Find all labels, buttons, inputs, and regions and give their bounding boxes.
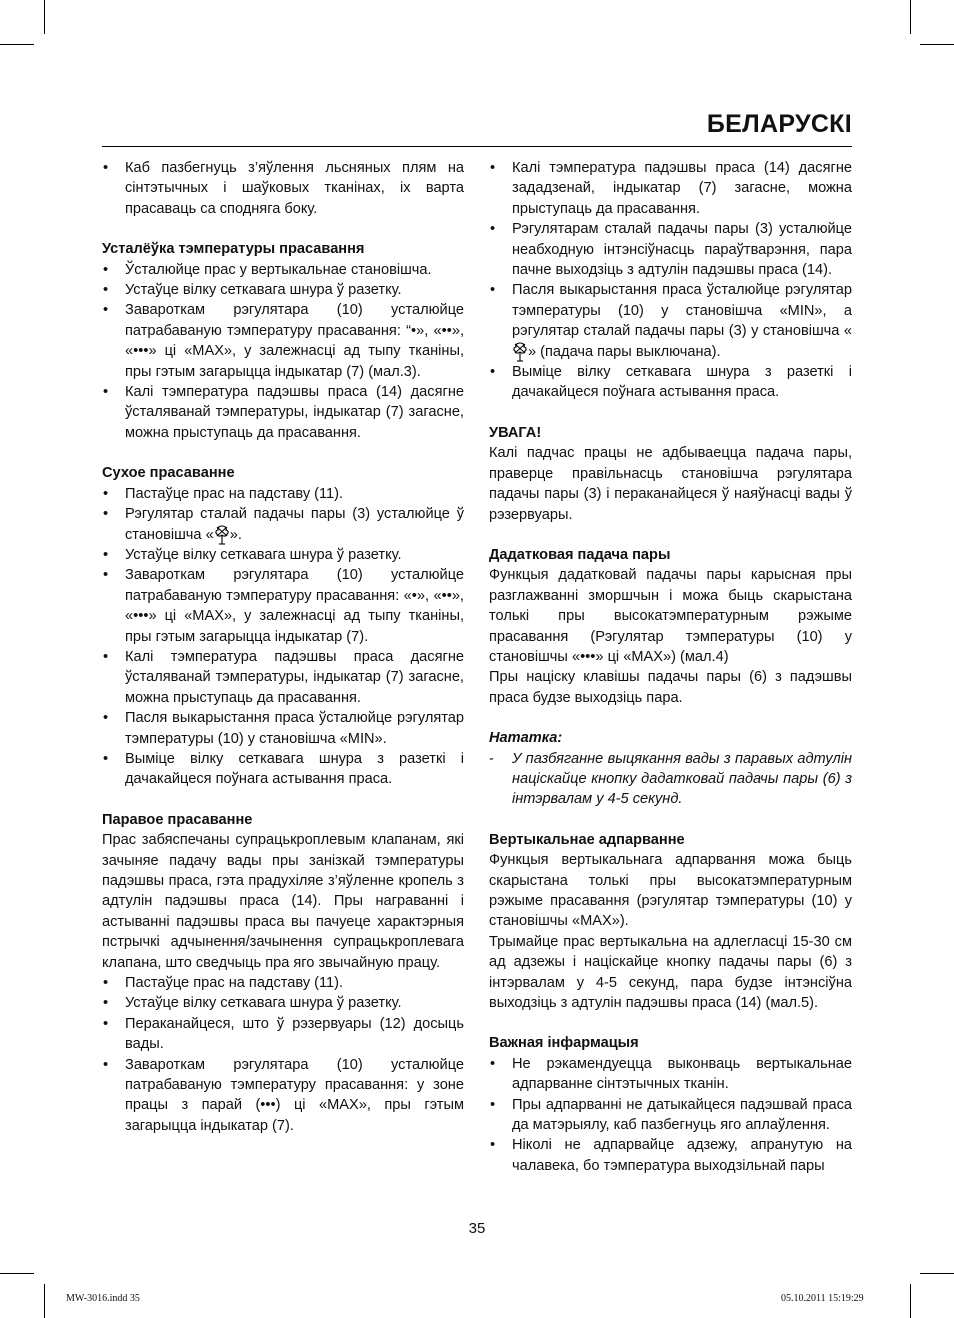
vertical-steam-paragraph: Функцыя вертыкальнага адпарвання можа быць скарыстана толькі пры высокатэмпературным рэжыме прасавання (рэгулятар тэмпературы (10) у становішчы «MAX»).: [489, 852, 852, 930]
note-item: - У пазбяганне выцякання вады з паравых адтулін націскайце кнопку дадатковай падачы пары (6) з інтэрвалам у 4-5 секунд.: [489, 749, 852, 810]
dry-ironing-list: [102, 484, 464, 790]
crop-mark: [910, 0, 911, 34]
section-heading-note: Нататка:: [489, 730, 563, 747]
intro-list: [102, 158, 464, 219]
list-item: • Каб пазбегнуць з’яўлення льсняных плям на сінтэтычных і шаўковых тканінах, іх варта прасаваць са сподняга боку.: [102, 158, 464, 219]
crop-mark: [920, 1273, 954, 1274]
crop-mark: [910, 1284, 911, 1318]
section-heading-extra-steam: Дадатковая падача пары: [489, 546, 671, 563]
list-item: • Завароткам рэгулятара (10) усталюйце патрабаваную тэмпературу прасавання: “•», «••», «•••» ці «MAX», у залежнасці ад тыпу тканіны, пры гэтым загарыцца індыкатар (7) (мал.3).: [102, 300, 464, 382]
steam-ironing-list: [102, 973, 464, 1136]
list-item-text: Пасля выкарыстання праса ўсталюйце рэгулятар тэмпературы (10) у становішча «MIN», а рэгулятар сталай падачы пары (3) у становішча «: [512, 282, 852, 340]
steam-ironing-paragraph: Прас забяспечаны супрацькроплевым клапанам, які зачыняе падачу вады пры занізкай тэмпературы падэшвы праса, гэта прадухіляе з’яўленне кропель з адтулін падэшвы праса (14). Пры награванні і астыванні падэшвы праса вы пачуеце характэрныя пстрычкі адчынення/зачынення супрацькроплевага клапана, што сведчыць пра яго звычайную працу.: [102, 832, 464, 971]
list-item: [102, 504, 464, 545]
steam-continued-list: [489, 158, 852, 403]
list-item: • Устаўце вілку сеткавага шнура ў разетку.: [102, 280, 464, 300]
right-column: [489, 158, 852, 1176]
list-item-text-end: » (падача пары выключана).: [528, 343, 721, 360]
crop-mark: [44, 1284, 45, 1318]
list-item: • Выміце вілку сеткавага шнура з разеткі і дачакайцеся поўнага астывання праса.: [489, 362, 852, 403]
steam-off-icon: [512, 343, 528, 359]
list-item: • Пасля выкарыстання праса ўсталюйце рэгулятар тэмпературы (10) у становішча «MIN».: [102, 708, 464, 749]
list-item: • Калі тэмпература падэшвы праса дасягне ўсталяванай тэмпературы, індыкатар (7) загасне, можна прыступаць да прасавання.: [102, 647, 464, 708]
warning-paragraph: Калі падчас працы не адбываецца падача пары, праверце правільнасць становішча рэгулятара падачы пары (3) і пераканайцеся ў наяўнасці вады ў рэзервуары.: [489, 445, 852, 523]
page-number: 35: [468, 1220, 486, 1237]
list-item: • Пастаўце прас на падставу (11).: [102, 484, 464, 504]
list-item-text-end: ».: [229, 526, 242, 543]
list-item: • Завароткам рэгулятара (10) усталюйце патрабаваную тэмпературу прасавання: «•», «••», «•••» ці «MAX», у залежнасці ад тыпу тканіны, пры гэтым загарыцца індыкатар (7).: [102, 565, 464, 647]
page-title: БЕЛАРУСКІ: [706, 110, 852, 138]
list-item: • Завароткам рэгулятара (10) усталюйце патрабаваную тэмпературу прасавання: у зоне працы з парай (•••) ці «MAX», пры гэтым загарыцца індыкатар (7).: [102, 1055, 464, 1137]
list-item: • Устаўце вілку сеткавага шнура ў разетку.: [102, 993, 464, 1013]
crop-mark: [0, 44, 34, 45]
left-column: [102, 158, 464, 1136]
crop-mark: [44, 0, 45, 34]
steam-off-icon: [214, 526, 230, 542]
footer-timestamp: 05.10.2011 15:19:29: [781, 1293, 864, 1304]
list-item: • Рэгулятарам сталай падачы пары (3) усталюйце неабходную інтэнсіўнасць параўтварэння, пара пачне выходзіць з адтулін падэшвы праса (14).: [489, 219, 852, 280]
header-rule: [102, 146, 852, 147]
list-item: • Устаўце вілку сеткавага шнура ў разетку.: [102, 545, 464, 565]
section-heading-temperature: Усталёўка тэмпературы прасавання: [102, 241, 365, 258]
list-item-text: Рэгулятар сталай падачы пары (3) усталюйце ў становішча «: [125, 506, 464, 543]
list-item: • Пры адпарванні не датыкайцеся падэшвай праса да матэрыялу, каб пазбегнуць яго аплаўлення.: [489, 1095, 852, 1136]
section-heading-important: Важная інфармацыя: [489, 1035, 639, 1052]
temperature-list: [102, 260, 464, 444]
list-item: • Пераканайцеся, што ў рэзервуары (12) досыць вады.: [102, 1014, 464, 1055]
note-list: [489, 749, 852, 810]
extra-steam-paragraph: Функцыя дадатковай падачы пары карысная пры разглажванні зморшчын і можа быць скарыстана толькі пры высокатэмпературным рэжыме прасавання (Рэгулятар тэмпературы (10) у становішчы «•••» ці «MAX») (мал.4): [489, 567, 852, 665]
list-item: • Выміце вілку сеткавага шнура з разеткі і дачакайцеся поўнага астывання праса.: [102, 749, 464, 790]
section-heading-dry-ironing: Сухое прасаванне: [102, 465, 235, 482]
list-item: • Калі тэмпература падэшвы праса (14) дасягне зададзенай, індыкатар (7) загасне, можна прыступаць да прасавання.: [489, 158, 852, 219]
vertical-steam-paragraph-2: Трымайце прас вертыкальна на адлегласці 15-30 см ад адзежы і націскайце кнопку падачы пары (6) з інтэрвалам у 4-5 секунд, пара будзе інтэнсіўна выходзіць з адтулін падэшвы праса (14) (мал.5).: [489, 933, 852, 1012]
section-heading-vertical-steam: Вертыкальнае адпарванне: [489, 831, 685, 848]
crop-mark: [0, 1273, 34, 1274]
list-item: • Ніколі не адпарвайце адзежу, апранутую на чалавека, бо тэмпература выходзільнай пары: [489, 1135, 852, 1176]
important-list: [489, 1054, 852, 1176]
list-item: • Не рэкамендуецца выконваць вертыкальнае адпарванне сінтэтычных тканін.: [489, 1054, 852, 1095]
list-item: • Калі тэмпература падэшвы праса (14) дасягне ўсталяванай тэмпературы, індыкатар (7) загасне, можна прыступаць да прасавання.: [102, 382, 464, 443]
footer-file-info: MW-3016.indd 35: [66, 1293, 140, 1304]
extra-steam-paragraph-2: Пры націску клавішы падачы пары (6) з падэшвы праса будзе выходзіць пара.: [489, 669, 852, 706]
crop-mark: [920, 44, 954, 45]
section-heading-steam-ironing: Паравое прасаванне: [102, 811, 253, 828]
list-item: • Пастаўце прас на падставу (11).: [102, 973, 464, 993]
section-heading-warning: УВАГА!: [489, 424, 542, 441]
list-item: [489, 280, 852, 362]
list-item: • Ўсталюйце прас у вертыкальнае становішча.: [102, 260, 464, 280]
